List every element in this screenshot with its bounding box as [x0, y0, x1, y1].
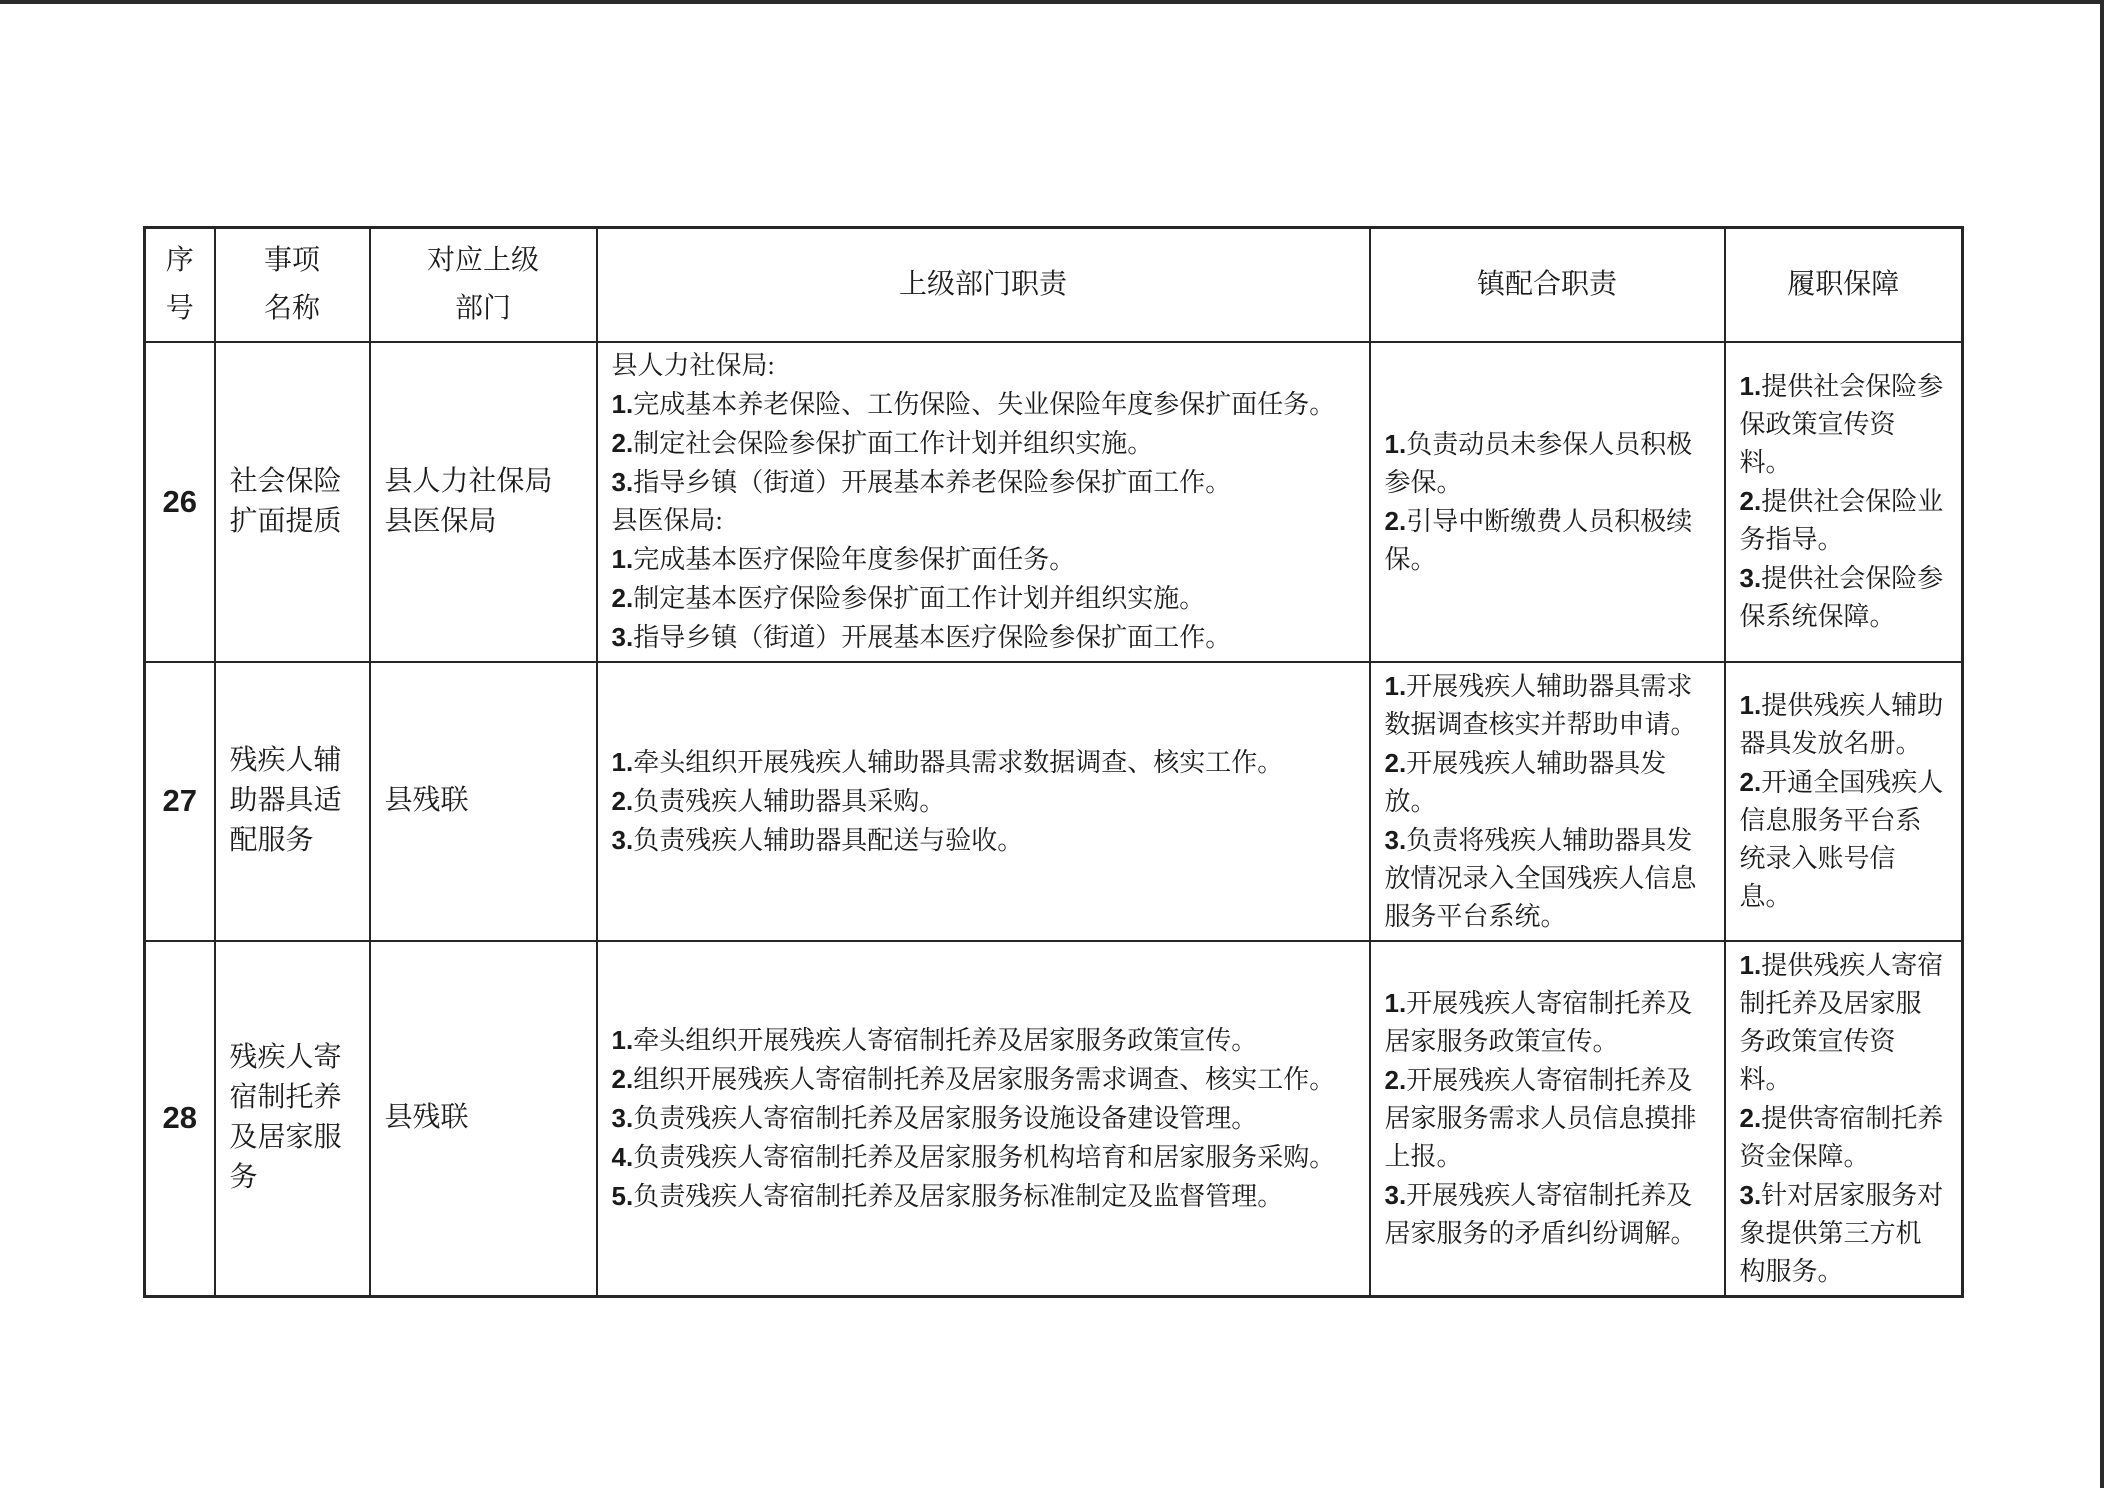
town-duties-cell: 1.负责动员未参保人员积极参保。 2.引导中断缴费人员积极续保。 — [1370, 342, 1725, 662]
table-row — [145, 941, 1963, 1297]
guarantee-cell: 1.提供社会保险参保政策宣传资料。 2.提供社会保险业务指导。 3.提供社会保险参保系统保障。 — [1725, 342, 1963, 662]
superior-department-cell: 县人力社保局 县医保局 — [370, 342, 597, 662]
guarantee-cell: 1.提供残疾人辅助器具发放名册。 2.开通全国残疾人信息服务平台系统录入账号信息。 — [1725, 662, 1963, 941]
screen-top-edge — [0, 0, 2104, 4]
column-header-item-name: 事项 名称 — [215, 228, 370, 342]
superior-department-cell: 县残联 — [370, 662, 597, 941]
town-duties-cell: 1.开展残疾人辅助器具需求数据调查核实并帮助申请。 2.开展残疾人辅助器具发放。 3.负责将残疾人辅助器具发放情况录入全国残疾人信息服务平台系统。 — [1370, 662, 1725, 941]
table-row — [145, 662, 1963, 941]
guarantee-cell: 1.提供残疾人寄宿制托养及居家服务政策宣传资料。 2.提供寄宿制托养资金保障。 3.针对居家服务对象提供第三方机构服务。 — [1725, 941, 1963, 1297]
item-name: 社会保险扩面提质 — [215, 342, 370, 662]
duty-matrix-table — [143, 226, 1964, 1298]
superior-duties-cell: 县人力社保局: 1.完成基本养老保险、工伤保险、失业保险年度参保扩面任务。 2.制定社会保险参保扩面工作计划并组织实施。 3.指导乡镇（街道）开展基本养老保险参保扩面工作。 县医保局: 1.完成基本医疗保险年度参保扩面任务。 2.制定基本医疗保险参保扩面工作计划并组织实施。 3.指导乡镇（街道）开展基本医疗保险参保扩面工作。 — [597, 342, 1370, 662]
screen-right-edge — [2100, 0, 2104, 1488]
column-header-superior-department: 对应上级 部门 — [370, 228, 597, 342]
row-number: 27 — [145, 662, 215, 941]
column-header-town-duties: 镇配合职责 — [1370, 228, 1725, 342]
superior-department-cell: 县残联 — [370, 941, 597, 1297]
header-row — [145, 228, 1963, 342]
item-name: 残疾人辅助器具适配服务 — [215, 662, 370, 941]
table-row — [145, 342, 1963, 662]
town-duties-cell: 1.开展残疾人寄宿制托养及居家服务政策宣传。 2.开展残疾人寄宿制托养及居家服务需求人员信息摸排上报。 3.开展残疾人寄宿制托养及居家服务的矛盾纠纷调解。 — [1370, 941, 1725, 1297]
column-header-guarantee: 履职保障 — [1725, 228, 1963, 342]
superior-duties-cell: 1.牵头组织开展残疾人辅助器具需求数据调查、核实工作。 2.负责残疾人辅助器具采购。 3.负责残疾人辅助器具配送与验收。 — [597, 662, 1370, 941]
row-number: 28 — [145, 941, 215, 1297]
superior-duties-cell: 1.牵头组织开展残疾人寄宿制托养及居家服务政策宣传。 2.组织开展残疾人寄宿制托养及居家服务需求调查、核实工作。 3.负责残疾人寄宿制托养及居家服务设施设备建设管理。 4.负责残疾人寄宿制托养及居家服务机构培育和居家服务采购。 5.负责残疾人寄宿制托养及居家服务标准制定及监督管理。 — [597, 941, 1370, 1297]
row-number: 26 — [145, 342, 215, 662]
column-header-superior-duties: 上级部门职责 — [597, 228, 1370, 342]
column-header-no: 序 号 — [145, 228, 215, 342]
item-name: 残疾人寄宿制托养及居家服务 — [215, 941, 370, 1297]
